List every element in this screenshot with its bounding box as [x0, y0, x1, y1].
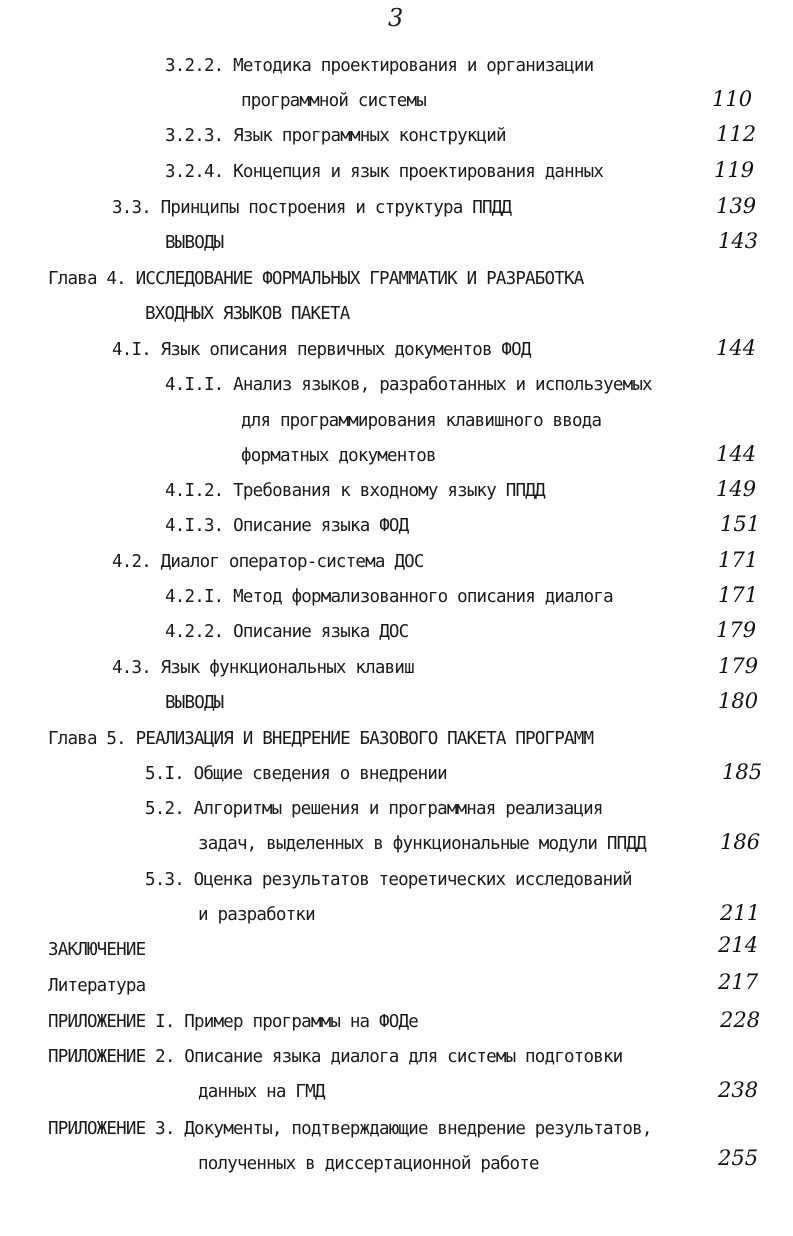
toc-entry-4-1-1-cont2: форматных документов [241, 446, 436, 466]
toc-entry-4-2-2: 4.2.2. Описание языка ДОС [165, 622, 409, 642]
toc-page-appendix-3: 255 [718, 1146, 759, 1170]
toc-chapter-5: Глава 5. РЕАЛИЗАЦИЯ И ВНЕДРЕНИЕ БАЗОВОГО ПАКЕТА ПРОГРАММ [48, 729, 594, 749]
toc-entry-3-2-2: 3.2.2. Методика проектирования и организации [165, 56, 594, 76]
toc-entry-appendix-3-cont: полученных в диссертационной работе [198, 1154, 539, 1174]
toc-page-5-2: 186 [720, 830, 761, 854]
toc-entry-5-2: 5.2. Алгоритмы решения и программная реализация [145, 799, 603, 819]
toc-entry-conclusions-4: ВЫВОДЫ [165, 693, 224, 713]
toc-entry-3-2-4: 3.2.4. Концепция и язык проектирования данных [165, 162, 604, 182]
toc-page-5-3: 211 [720, 901, 761, 925]
toc-entry-4-2-1: 4.2.I. Метод формализованного описания диалога [165, 587, 613, 607]
toc-entry-4-1: 4.I. Язык описания первичных документов ФОД [112, 340, 531, 360]
toc-entry-appendix-2: ПРИЛОЖЕНИЕ 2. Описание языка диалога для системы подготовки [48, 1047, 623, 1067]
toc-page-4-1-2: 149 [716, 477, 757, 501]
toc-entry-5-3: 5.3. Оценка результатов теоретических исследований [145, 870, 632, 890]
toc-entry-conclusion: ЗАКЛЮЧЕНИЕ [48, 940, 146, 960]
toc-entry-4-1-1-cont1: для программирования клавишного ввода [241, 411, 602, 431]
toc-entry-4-1-3: 4.I.3. Описание языка ФОД [165, 516, 409, 536]
toc-entry-4-2: 4.2. Диалог оператор-система ДОС [112, 552, 424, 572]
toc-page-4-1-1: 144 [716, 442, 757, 466]
toc-entry-appendix-1: ПРИЛОЖЕНИЕ I. Пример программы на ФОДе [48, 1012, 418, 1032]
page-number: 3 [388, 4, 404, 32]
toc-chapter-4-cont: ВХОДНЫХ ЯЗЫКОВ ПАКЕТА [145, 304, 350, 324]
toc-page-4-1: 144 [716, 336, 757, 360]
toc-entry-appendix-2-cont: данных на ГМД [198, 1082, 325, 1102]
toc-entry-4-1-1: 4.I.I. Анализ языков, разработанных и используемых [165, 375, 652, 395]
toc-page-5-1: 185 [722, 760, 763, 784]
toc-page-4-1-3: 151 [720, 512, 761, 536]
toc-page-3-2-3: 112 [716, 122, 757, 146]
toc-page-appendix-2: 238 [718, 1078, 759, 1102]
toc-entry-appendix-3: ПРИЛОЖЕНИЕ 3. Документы, подтверждающие внедрение результатов, [48, 1119, 652, 1139]
toc-entry-3-2-3: 3.2.3. Язык программных конструкций [165, 126, 506, 146]
toc-entry-5-1: 5.I. Общие сведения о внедрении [145, 764, 447, 784]
toc-entry-3-2-2-cont: программной системы [241, 91, 426, 111]
toc-page-3-2-2: 110 [712, 87, 753, 111]
toc-page-conclusions-4: 180 [718, 689, 759, 713]
toc-page-4-3: 179 [718, 654, 759, 678]
toc-entry-3-3: 3.3. Принципы построения и структура ППДД [112, 198, 512, 218]
toc-page-conclusions-3: 143 [718, 229, 759, 253]
toc-entry-5-2-cont: задач, выделенных в функциональные модули ППДД [198, 834, 646, 854]
toc-chapter-4: Глава 4. ИССЛЕДОВАНИЕ ФОРМАЛЬНЫХ ГРАММАТИК И РАЗРАБОТКА [48, 269, 584, 289]
toc-page-literature: 217 [718, 970, 759, 994]
toc-page-4-2-2: 179 [716, 618, 757, 642]
toc-page-3-3: 139 [716, 194, 757, 218]
toc-entry-4-3: 4.3. Язык функциональных клавиш [112, 658, 414, 678]
toc-page-4-2-1: 171 [718, 583, 759, 607]
toc-page-appendix-1: 228 [720, 1008, 761, 1032]
toc-entry-4-1-2: 4.I.2. Требования к входному языку ППДД [165, 481, 545, 501]
toc-page-4-2: 171 [718, 548, 759, 572]
toc-entry-5-3-cont: и разработки [198, 905, 315, 925]
toc-entry-conclusions-3: ВЫВОДЫ [165, 233, 224, 253]
toc-entry-literature: Литература [48, 976, 146, 996]
toc-page-3-2-4: 119 [714, 158, 755, 182]
toc-page-conclusion: 214 [718, 933, 759, 957]
